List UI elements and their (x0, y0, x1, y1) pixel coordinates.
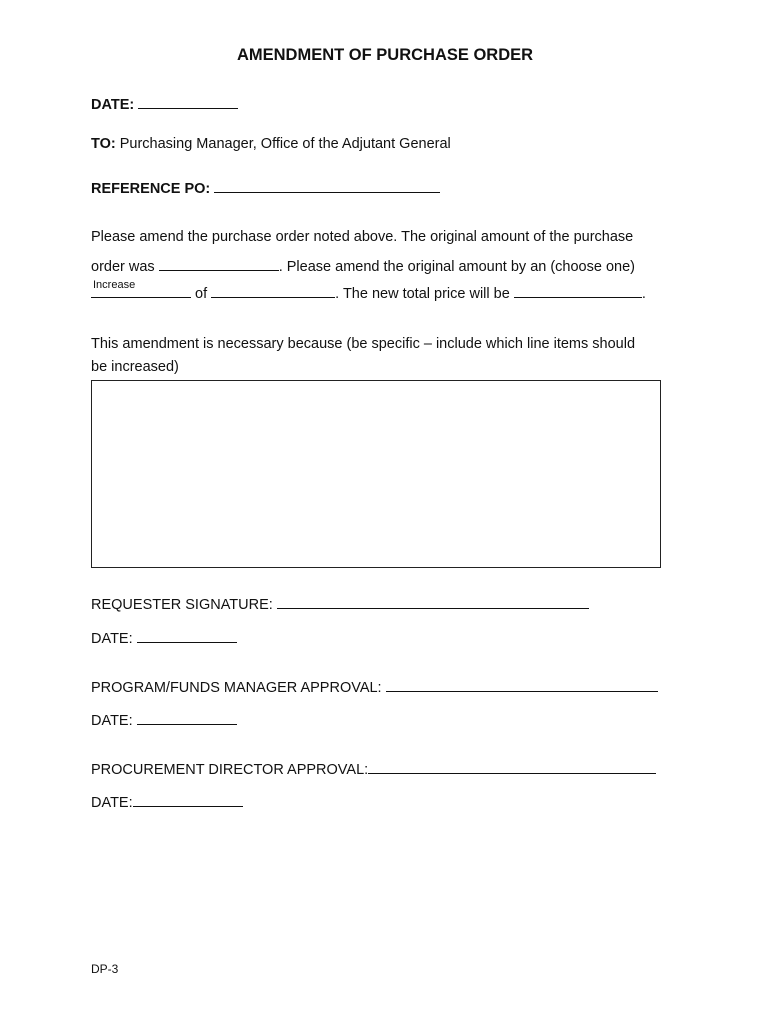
order-was-text: order was (91, 259, 155, 275)
date-label-3: DATE: (91, 713, 133, 729)
date-row-2 (91, 628, 237, 647)
to-label: TO: (91, 136, 116, 152)
paragraph-line-2 (91, 256, 635, 275)
date-label-4: DATE: (91, 795, 133, 811)
date-row-3 (91, 710, 237, 729)
paragraph-line-3 (91, 283, 646, 302)
date-row-4 (91, 792, 243, 811)
new-total-text: . The new total price will be (335, 286, 510, 302)
date-field[interactable] (138, 94, 238, 109)
date-label-2: DATE: (91, 631, 133, 647)
procurement-approval-field[interactable] (368, 759, 656, 774)
reference-po-label: REFERENCE PO: (91, 181, 211, 197)
procurement-label: PROCUREMENT DIRECTOR APPROVAL: (91, 762, 369, 778)
original-amount-field[interactable] (159, 256, 279, 271)
paragraph-line-1: Please amend the purchase order noted above. The original amount of the purchase (91, 229, 634, 245)
procurement-row (91, 759, 656, 778)
reason-textarea[interactable] (91, 380, 661, 568)
amend-amount-field[interactable] (211, 283, 335, 298)
footer-code: DP-3 (91, 962, 119, 976)
date-field-4[interactable] (133, 792, 243, 807)
date-field-3[interactable] (137, 710, 237, 725)
program-label: PROGRAM/FUNDS MANAGER APPROVAL: (91, 680, 382, 696)
new-total-field[interactable] (514, 283, 642, 298)
requester-row (91, 594, 589, 613)
reason-line-1: This amendment is necessary because (be specific – include which line items should (91, 336, 636, 352)
requester-label: REQUESTER SIGNATURE: (91, 597, 273, 613)
amend-text: . Please amend the original amount by an (choose one) (278, 259, 635, 275)
date-row (91, 94, 238, 113)
reference-po-field[interactable] (214, 178, 440, 193)
form-title: AMENDMENT OF PURCHASE ORDER (236, 46, 534, 64)
of-text: of (195, 286, 208, 302)
requester-signature-field[interactable] (277, 594, 589, 609)
choice-field[interactable] (91, 283, 191, 298)
to-row (91, 136, 451, 152)
program-row (91, 677, 658, 696)
reference-po-row (91, 178, 440, 197)
date-field-2[interactable] (137, 628, 237, 643)
reason-line-2: be increased) (91, 359, 179, 375)
period-text: . (641, 286, 646, 302)
date-label: DATE: (91, 97, 135, 113)
choice-value[interactable]: Increase (93, 279, 136, 291)
program-approval-field[interactable] (386, 677, 658, 692)
to-value: Purchasing Manager, Office of the Adjutant General (119, 136, 451, 152)
